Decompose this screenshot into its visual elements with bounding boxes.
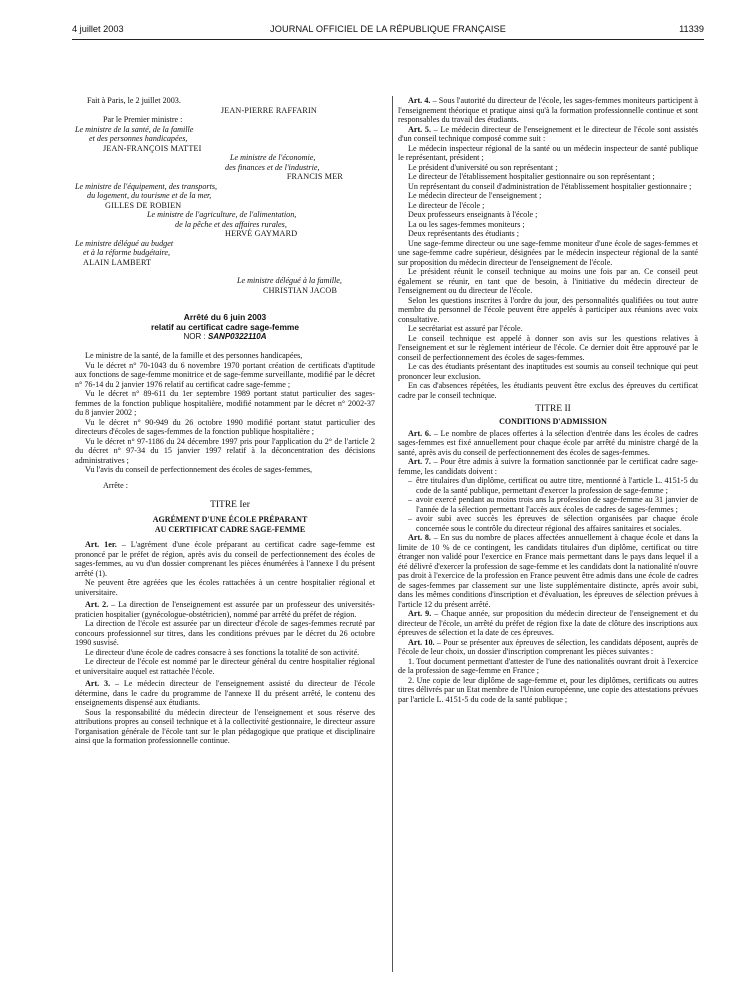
- signer-name: GILLES DE ROBIEN: [105, 200, 182, 210]
- article-label: Art. 6.: [408, 428, 432, 438]
- article-text: – Le médecin directeur de l'enseignement assisté du directeur de l'école détermine, dans le cadre du programme de l'annexe II du présent arrêté, le contenu des enseignements dispensé aux étudiants.: [75, 679, 375, 707]
- signer-title: et des personnes handicapées,: [89, 134, 188, 143]
- list-item: – avoir exercé pendant au moins trois ans la profession de sage-femme au 31 janvier de l'année de la sélection permettant l'accès aux écoles de cadres de sages-femmes ;: [408, 495, 698, 514]
- article-8: [398, 533, 698, 609]
- header-rule: [72, 39, 704, 40]
- articles: [75, 540, 375, 746]
- signer-name: ALAIN LAMBERT: [83, 257, 152, 267]
- article-text: – Chaque année, sur proposition du médecin directeur de l'enseignement et du directeur de l'école, un arrêté du préfet de région fixe la date de clôture des inscriptions aux épreuves de sélection et la date de ces épreuves.: [398, 609, 698, 637]
- article-text: – Le médecin directeur de l'enseignement et le directeur de l'école sont assistés d'un conseil technique composé comme suit :: [398, 124, 698, 143]
- signer-title: de la pêche et des affaires rurales,: [175, 219, 287, 229]
- list-item: – avoir subi avec succès les épreuves de sélection organisées par chaque école concernée sous le contrôle du directeur régional des affaires sanitaires et sociales.: [408, 514, 698, 533]
- article-10: [398, 638, 698, 657]
- paragraph: Le directeur de l'école est nommé par le directeur général du centre hospitalier régional et universitaire auquel est rattachée l'école.: [75, 657, 375, 676]
- article-label: Art. 3.: [85, 679, 111, 688]
- header-date: 4 juillet 2003: [72, 24, 124, 34]
- left-column: [75, 96, 375, 746]
- signer-title: des finances et de l'industrie,: [225, 162, 320, 172]
- article-3: [75, 679, 375, 708]
- signature-block: [75, 96, 375, 295]
- article-label: Art. 1er.: [85, 540, 117, 549]
- paragraph: Vu le décret n° 89-611 du 1er septembre 1989 portant statut particulier des sages-femmes de la fonction publique hospitalière, modifié notamment par le décret n° 2002-37 du 8 janvier 2002 ;: [75, 389, 375, 417]
- nor-label: NOR :: [183, 332, 208, 341]
- article-2: [75, 600, 375, 619]
- council-member: Une sage-femme directeur ou une sage-femme moniteur d'une école de sages-femmes et une sage-femme cadre supérieur, désignées par le médecin inspecteur régional de la santé sur proposition du médecin directeur de l'enseignement de l'école.: [398, 238, 698, 267]
- article-text: – En sus du nombre de places affectées annuellement à chaque école et dans la limite de 10 % de ce contingent, les candidats titulaires d'un diplôme, certificat ou titre étranger non validé pour l'exercice en France mais permettant dans le pays dans lequel il a été délivré d'exercer la profession de sage-femme et les candidats dont la nationalité n'ouvre pas droit à l'exercice de la profession en France peuvent être admis dans une école de cadres de sages-femmes par classement sur une liste supplémentaire distincte, après avoir subi, dans les mêmes conditions d'inscription et d'évaluation, les épreuves de sélection prévues à l'article 12 du présent arrêté.: [398, 533, 698, 609]
- signer-title: Le ministre de l'agriculture, de l'alimentation,: [147, 210, 297, 219]
- council-member: Le président d'université ou son représentant ;: [408, 162, 558, 172]
- header-page-number: 11339: [679, 24, 704, 34]
- signer-title: et à la réforme budgétaire,: [83, 248, 171, 257]
- paragraph: Vu le décret n° 97-1186 du 24 décembre 1997 pris pour l'application du 2° de l'article 2 du décret n° 97-34 du 15 janvier 1997 relatif à la déconcentration des décisions administratives ;: [75, 436, 375, 465]
- article-4: [398, 96, 698, 125]
- article-label: Art. 9.: [408, 609, 432, 618]
- council-member: Le directeur de l'établissement hospitalier gestionnaire ou son représentant ;: [408, 172, 655, 181]
- council-member: Le directeur de l'école ;: [408, 200, 485, 210]
- nor-reference: [75, 332, 375, 342]
- signer-title: Le ministre de l'équipement, des transports,: [75, 181, 218, 191]
- signer-name: FRANCIS MER: [286, 172, 343, 181]
- signer-name: CHRISTIAN JACOB: [263, 285, 338, 295]
- council-member: Le médecin directeur de l'enseignement ;: [408, 191, 542, 200]
- article-label: Art. 4.: [408, 96, 431, 105]
- article-label: Art. 10.: [408, 637, 435, 647]
- arrete-title: Arrêté du 6 juin 2003: [183, 312, 267, 322]
- article-text: – Le nombre de places offertes à la sélection d'entrée dans les écoles de cadres sages-femmes est fixé annuellement pour chaque école par arrêté du ministre chargé de la santé, après avis du conseil de perfectionnement des écoles de sages-femmes.: [398, 428, 698, 457]
- signer-title: Le ministre de l'économie,: [230, 153, 316, 162]
- article-6: [398, 429, 698, 458]
- paragraph: Selon les questions inscrites à l'ordre du jour, des personnalités qualifiées ou tout autre membre du personnel de l'école peuvent être appelés à participer aux réunions avec voix consultative.: [398, 295, 698, 324]
- place-date: Fait à Paris, le 2 juillet 2003.: [87, 96, 181, 105]
- council-member: Un représentant du conseil d'administration de l'établissement hospitalier gestionnaire ;: [408, 181, 692, 191]
- list-item: – être titulaires d'un diplôme, certificat ou autre titre, mentionné à l'article L. 4151-5 du code de la santé publique, permettant d'exercer la profession de sage-femme ;: [408, 476, 698, 495]
- right-column: [398, 96, 698, 704]
- council-member: Deux représentants des étudiants ;: [408, 229, 520, 238]
- header-journal-title: JOURNAL OFFICIEL DE LA RÉPUBLIQUE FRANÇAISE: [270, 24, 506, 34]
- page-header: [72, 24, 704, 36]
- signer-title: du logement, du tourisme et de la mer,: [87, 191, 212, 200]
- paragraph: La direction de l'école est assurée par un directeur d'école de sages-femmes recruté par concours professionnel sur titres, dans les conditions prévues par le décret du 26 octobre 1990 susvisé.: [75, 619, 375, 647]
- article-9: [398, 609, 698, 638]
- paragraph: Le conseil technique est appelé à donner son avis sur les questions relatives à l'enseignement et sur le règlement intérieur de l'école. Ce dernier doit être approuvé par le conseil de perfectionnement des écoles de sages-femmes.: [398, 333, 698, 362]
- preamble: [75, 351, 375, 490]
- signer-name: HERVÉ GAYMARD: [225, 229, 298, 238]
- paragraph: Le ministre de la santé, de la famille et des personnes handicapées,: [85, 351, 303, 360]
- paragraph: Le président réunit le conseil technique au moins une fois par an. Ce conseil peut également se réunir, en tant que de besoin, à l'initiative du médecin directeur de l'enseignement ou du directeur de l'école.: [398, 267, 698, 295]
- paragraph: Le secrétariat est assuré par l'école.: [408, 324, 523, 333]
- arrete-heading: [75, 312, 375, 342]
- article-1: [75, 540, 375, 578]
- signer-title: Le ministre délégué à la famille,: [237, 276, 342, 285]
- column-divider: [392, 96, 393, 972]
- signer-title: Le ministre délégué au budget: [75, 238, 174, 248]
- article-label: Art. 8.: [408, 533, 431, 542]
- paragraph: Le cas des étudiants présentant des inaptitudes est soumis au conseil technique qui peut prononcer leur exclusion.: [398, 362, 698, 381]
- paragraph: Ne peuvent être agréées que les écoles rattachées à un centre hospitalier régional et universitaire.: [75, 578, 375, 597]
- paragraph: Le directeur d'une école de cadres consacre à ses fonctions la totalité de son activité.: [85, 647, 360, 657]
- section-subtitle: AU CERTIFICAT CADRE SAGE-FEMME: [154, 524, 306, 534]
- article-text: – Sous l'autorité du directeur de l'école, les sages-femmes moniteurs participent à l'enseignement théorique et pratique ainsi qu'à la formation professionnelle continue et sont responsables du travail des étudiants.: [398, 96, 698, 124]
- article-label: Art. 2.: [85, 600, 109, 609]
- article-label: Art. 5.: [408, 124, 431, 134]
- signer-name: JEAN-FRANÇOIS MATTEI: [103, 143, 202, 153]
- section-subtitle: AGRÉMENT D'UNE ÉCOLE PRÉPARANT: [152, 515, 308, 524]
- section-title: TITRE Ier: [210, 500, 250, 510]
- council-member: Le médecin inspecteur régional de la santé ou un médecin inspecteur de santé publique le représentant, président ;: [398, 143, 698, 162]
- article-5: [398, 125, 698, 144]
- signer-title: Le ministre de la santé, de la famille: [75, 124, 194, 134]
- paragraph: Vu le décret n° 90-949 du 26 octobre 1990 modifié portant statut particulier des directeurs d'écoles de sages-femmes de la fonction publique hospitalière ;: [75, 417, 375, 436]
- paragraph: En cas d'absences répétées, les étudiants peuvent être exclus des épreuves du certificat cadre par le conseil technique.: [398, 381, 698, 400]
- signer-intro: Par le Premier ministre :: [103, 115, 183, 124]
- paragraph: Arrête :: [103, 480, 129, 490]
- article-text: – La direction de l'enseignement est assurée par un professeur des universités-praticien hospitalier (gynécologue-obstétricien), nommé par arrêté du préfet de région.: [75, 600, 375, 619]
- paragraph: 2. Une copie de leur diplôme de sage-femme et, pour les diplômes, certificats ou autres titres délivrés par un Etat membre de l'Union européenne, une copie des attestations prévues par l'article L. 4151-5 du code de la santé publique ;: [398, 675, 698, 704]
- paragraph: Vu l'avis du conseil de perfectionnement des écoles de sages-femmes,: [85, 465, 313, 474]
- nor-code: SANP0322110A: [207, 332, 267, 341]
- article-7: [398, 457, 698, 476]
- article-label: Art. 7.: [408, 457, 431, 466]
- paragraph: Sous la responsabilité du médecin directeur de l'enseignement et sous réserve des attributions propres au conseil technique et à la collectivité gestionnaire, le directeur assure l'organisation générale de l'école tant sur le plan pédagogique que pratique et disciplinaire ainsi que la formation professionnelle continue.: [75, 707, 375, 745]
- article-text: – L'agrément d'une école préparant au certificat cadre sage-femme est prononcé par le préfet de région, après avis du conseil de perfectionnement des écoles de sages-femmes, au vu d'un dossier comprenant les pièces énumérées à l'annexe I du présent arrêté (1).: [75, 540, 375, 578]
- signer-name: JEAN-PIERRE RAFFARIN: [220, 105, 317, 115]
- council-member: Deux professeurs enseignants à l'école ;: [408, 210, 538, 219]
- paragraph: 1. Tout document permettant d'attester de l'une des nationalités ouvrant droit à l'exercice de la profession de sage-femme en France ;: [398, 656, 698, 675]
- section-title: TITRE II: [535, 404, 571, 414]
- paragraph: Vu le décret n° 70-1043 du 6 novembre 1970 portant création de certificats d'aptitude aux fonctions de sage-femme monitrice et de sage-femme surveillante, modifié par le décret n° 76-14 du 2 janvier 1976 relatif au certificat cadre sage-femme ;: [75, 360, 375, 389]
- article-text: – Pour être admis à suivre la formation sanctionnée par le certificat cadre sage-femme, les candidats doivent :: [398, 457, 698, 476]
- council-member: La ou les sages-femmes moniteurs ;: [408, 219, 525, 229]
- section-subtitle: CONDITIONS D'ADMISSION: [499, 417, 607, 426]
- conditions-list: [398, 476, 698, 533]
- article-text: – Pour se présenter aux épreuves de sélection, les candidats déposent, auprès de l'école de leur choix, un dossier d'inscription comprenant les pièces suivantes :: [398, 637, 698, 656]
- arrete-subject: relatif au certificat cadre sage-femme: [150, 322, 300, 332]
